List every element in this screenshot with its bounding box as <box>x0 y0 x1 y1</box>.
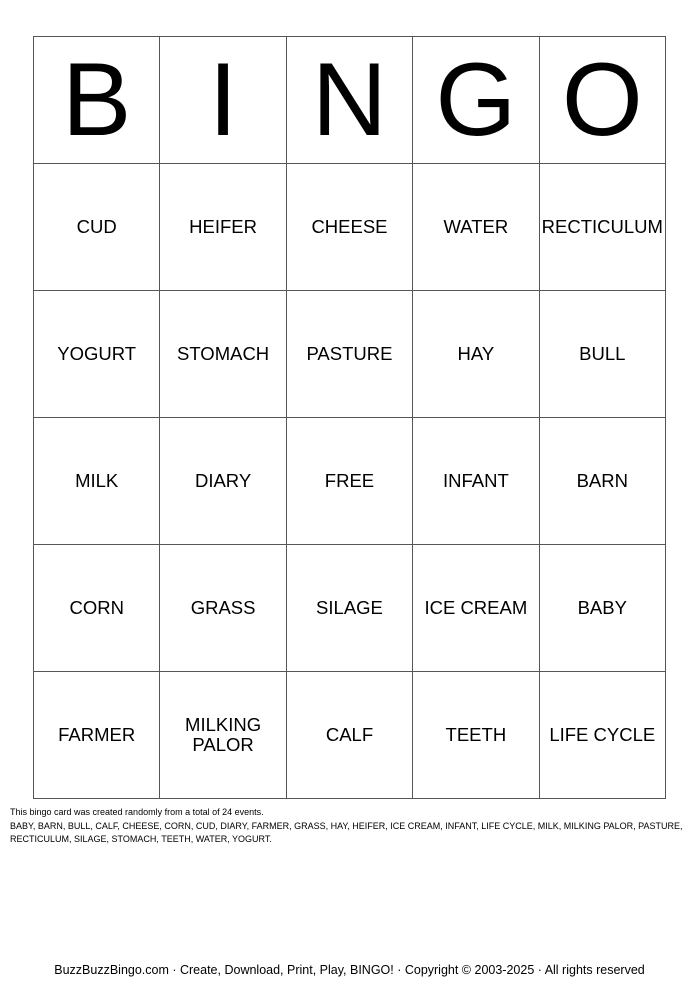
header-letter-g: G <box>413 37 539 164</box>
bingo-cell: ICE CREAM <box>413 545 539 672</box>
bingo-cell: BULL <box>539 291 665 418</box>
bingo-cell: HAY <box>413 291 539 418</box>
bingo-cell: TEETH <box>413 672 539 799</box>
bingo-cell: SILAGE <box>286 545 412 672</box>
header-letter-o: O <box>539 37 665 164</box>
bingo-cell: LIFE CYCLE <box>539 672 665 799</box>
bingo-cell: MILKING PALOR <box>160 672 286 799</box>
bingo-cell: GRASS <box>160 545 286 672</box>
header-letter-n: N <box>286 37 412 164</box>
header-letter-b: B <box>34 37 160 164</box>
bingo-cell: MILK <box>34 418 160 545</box>
bingo-cell: WATER <box>413 164 539 291</box>
free-space-cell: FREE <box>286 418 412 545</box>
bingo-cell: PASTURE <box>286 291 412 418</box>
bingo-cell: CUD <box>34 164 160 291</box>
header-letter-i: I <box>160 37 286 164</box>
bingo-row <box>34 291 666 418</box>
bingo-row <box>34 164 666 291</box>
bingo-cell: CORN <box>34 545 160 672</box>
bingo-cell: BARN <box>539 418 665 545</box>
bingo-card <box>33 36 666 799</box>
bingo-cell: DIARY <box>160 418 286 545</box>
bingo-cell: FARMER <box>34 672 160 799</box>
bingo-row <box>34 418 666 545</box>
bingo-cell: CHEESE <box>286 164 412 291</box>
bingo-row <box>34 545 666 672</box>
card-generation-note <box>10 806 690 847</box>
page-footer: BuzzBuzzBingo.com · Create, Download, Print, Play, BINGO! · Copyright © 2003-2025 · All rights reserved <box>54 963 645 977</box>
bingo-cell: HEIFER <box>160 164 286 291</box>
bingo-cell: YOGURT <box>34 291 160 418</box>
bingo-cell: INFANT <box>413 418 539 545</box>
bingo-cell: RECTICULUM <box>539 164 665 291</box>
note-summary: This bingo card was created randomly from a total of 24 events. <box>10 807 264 817</box>
bingo-cell: CALF <box>286 672 412 799</box>
bingo-row <box>34 672 666 799</box>
bingo-cell: STOMACH <box>160 291 286 418</box>
bingo-header-row <box>34 37 666 164</box>
note-event-list: BABY, BARN, BULL, CALF, CHEESE, CORN, CUD, DIARY, FARMER, GRASS, HAY, HEIFER, ICE CREAM, INFANT, LIFE CYCLE, MILK, MILKING PALOR, PASTURE, RECTICULUM, SILAGE, STOMACH, TEETH, WATER, YOGURT. <box>10 820 683 844</box>
bingo-cell: BABY <box>539 545 665 672</box>
